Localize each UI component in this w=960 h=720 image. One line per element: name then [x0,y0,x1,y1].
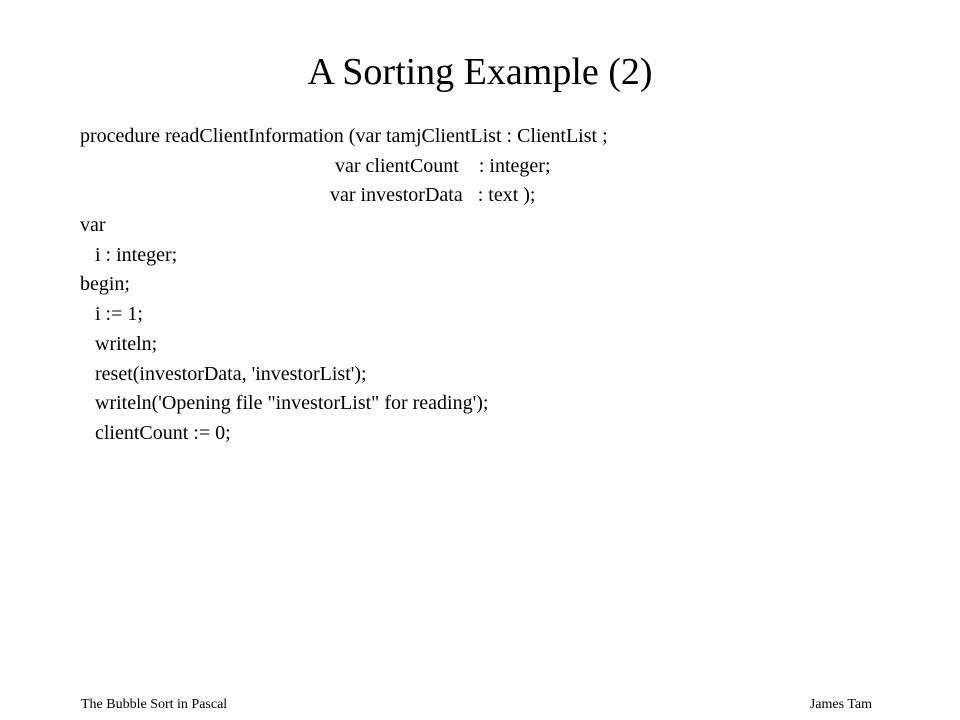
slide-title: A Sorting Example (2) [307,51,653,93]
code-line-assign-i: i := 1; [80,303,143,326]
code-line-writeln-opening: writeln('Opening file "investorList" for reading'); [80,392,489,415]
code-block [80,122,900,449]
code-line-client-count: clientCount := 0; [80,421,231,444]
code-line-param-investor-data: var investorData : text ); [80,184,536,207]
footer-author: James Tam [809,697,872,712]
code-line-var-i: i : integer; [80,243,178,266]
footer-course-title: The Bubble Sort in Pascal [81,697,228,712]
code-line-param-client-count: var clientCount : integer; [80,154,551,177]
code-line-begin: begin; [80,273,130,296]
code-line-reset: reset(investorData, 'investorList'); [80,362,367,385]
code-line-var: var [80,214,106,237]
code-line-writeln: writeln; [80,332,158,355]
code-line-procedure-header: procedure readClientInformation (var tamjClientList : ClientList ; [80,125,608,147]
